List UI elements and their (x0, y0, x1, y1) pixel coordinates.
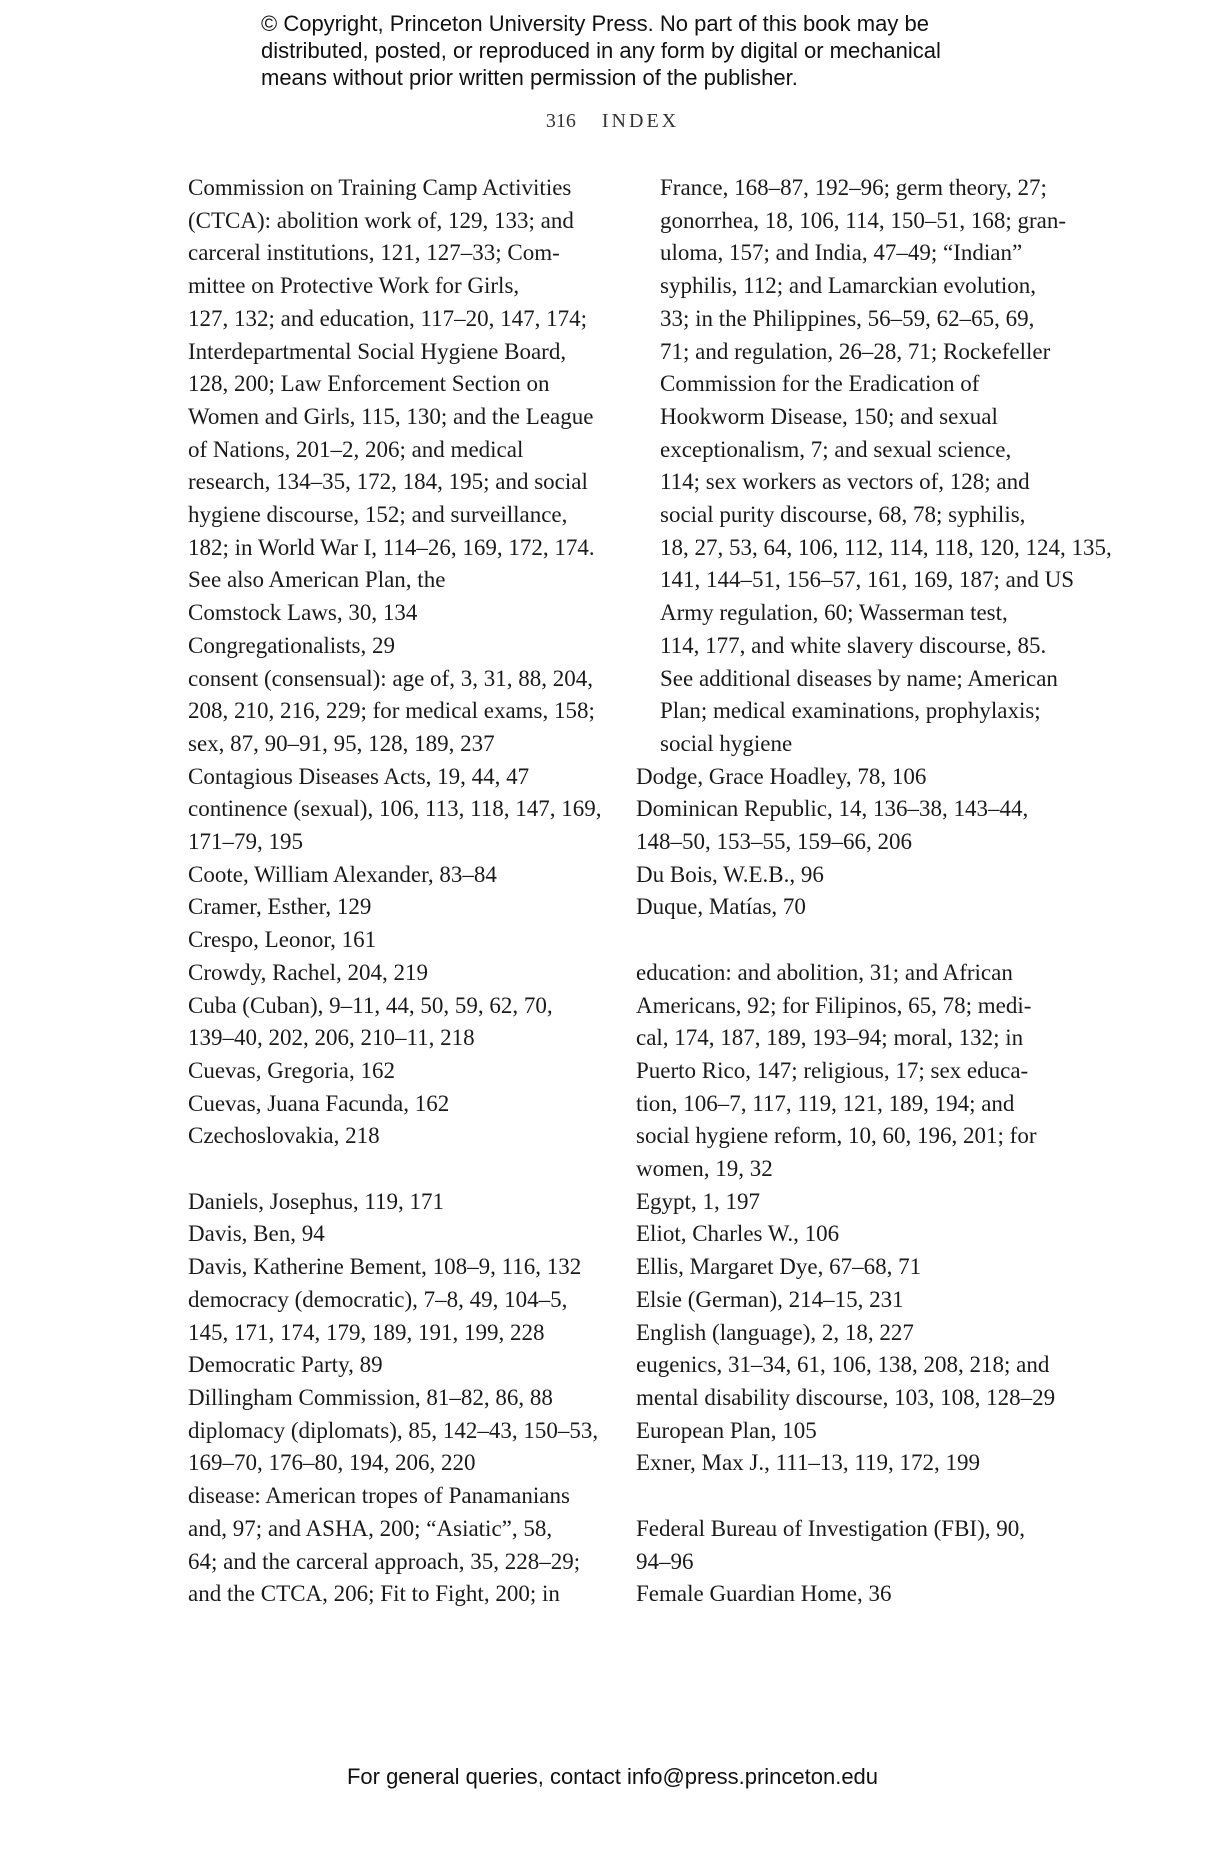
index-entry-line: disease: American tropes of Panamanians (188, 1483, 570, 1509)
index-column-right (636, 172, 1112, 1611)
index-entry (188, 957, 608, 990)
index-entry-line: (CTCA): abolition work of, 129, 133; and (188, 207, 574, 233)
index-entry-line: Duque, Matías, 70 (636, 894, 806, 920)
index-entry-line: 114, 177, and white slavery discourse, 85. (660, 632, 1047, 658)
index-entry-line: 182; in World War I, 114–26, 169, 172, 174. (188, 534, 595, 560)
index-entry-line: Cramer, Esther, 129 (188, 894, 372, 920)
index-entry-line: Comstock Laws, 30, 134 (188, 600, 418, 626)
section-title: INDEX (601, 110, 680, 132)
index-entry-line: 94–96 (636, 1548, 694, 1574)
index-entry-line: exceptionalism, 7; and sexual science, (660, 436, 1012, 462)
index-entry (636, 957, 1056, 1186)
index-entry-line: Interdepartmental Social Hygiene Board, (188, 338, 567, 364)
index-entry (188, 1251, 608, 1284)
index-entry (188, 1480, 608, 1611)
copyright-line: © Copyright, Princeton University Press. No part of this book may be (261, 11, 929, 36)
index-entry-line: cal, 174, 187, 189, 193–94; moral, 132; in (636, 1025, 1024, 1051)
index-entry-line: Democratic Party, 89 (188, 1352, 383, 1378)
index-entry (636, 793, 1056, 858)
index-entry-line: Plan; medical examinations, prophylaxis; (660, 698, 1041, 724)
index-entry (188, 761, 608, 794)
index-entry (636, 1317, 1056, 1350)
index-entry-line: democracy (democratic), 7–8, 49, 104–5, (188, 1286, 568, 1312)
index-entry-line: 171–79, 195 (188, 829, 303, 855)
index-entry-line: European Plan, 105 (636, 1417, 817, 1443)
index-entry-line: 64; and the carceral approach, 35, 228–29; (188, 1548, 581, 1574)
index-entry-line: mental disability discourse, 103, 108, 128–29 (636, 1385, 1056, 1410)
letter-gap (636, 924, 1056, 957)
index-entry-line: Puerto Rico, 147; religious, 17; sex educa- (636, 1057, 1029, 1083)
index-entry-line: tion, 106–7, 117, 119, 121, 189, 194; and (636, 1090, 1015, 1116)
index-entry-line: Ellis, Margaret Dye, 67–68, 71 (636, 1254, 922, 1280)
index-entry-line: eugenics, 31–34, 61, 106, 138, 208, 218; and (636, 1352, 1050, 1378)
index-entry-line: 127, 132; and education, 117–20, 147, 174; (188, 305, 588, 331)
index-entry (188, 630, 608, 663)
index-entry (636, 1447, 1056, 1480)
index-entry-line: 141, 144–51, 156–57, 161, 169, 187; and US (660, 567, 1074, 593)
index-entry-line: Czechoslovakia, 218 (188, 1123, 380, 1149)
index-entry (188, 793, 608, 858)
index-entry (188, 1218, 608, 1251)
index-entry (636, 1349, 1056, 1414)
index-entry-line: Crowdy, Rachel, 204, 219 (188, 959, 428, 985)
index-entry (636, 1578, 1056, 1611)
index-entry (636, 1218, 1056, 1251)
index-entry-line: consent (consensual): age of, 3, 31, 88, 204, (188, 665, 593, 691)
index-entry (636, 1513, 1056, 1578)
index-entry-line: Crespo, Leonor, 161 (188, 927, 377, 953)
index-entry-line: Contagious Diseases Acts, 19, 44, 47 (188, 763, 530, 789)
copyright-line: distributed, posted, or reproduced in any form by digital or mechanical (261, 38, 941, 63)
index-entry (188, 1088, 608, 1121)
running-head (0, 110, 1225, 133)
index-entry-line: sex, 87, 90–91, 95, 128, 189, 237 (188, 730, 495, 756)
copyright-line: means without prior written permission of the publisher. (261, 65, 798, 90)
index-entry-line: Hookworm Disease, 150; and sexual (660, 403, 998, 429)
index-entry (636, 891, 1056, 924)
index-entry (636, 859, 1056, 892)
index-entry (188, 891, 608, 924)
index-entry-line: 169–70, 176–80, 194, 206, 220 (188, 1450, 476, 1476)
index-entry (636, 1251, 1056, 1284)
index-entry (636, 761, 1056, 794)
index-entry-line: Commission for the Eradication of (660, 371, 980, 397)
index-entry (188, 1186, 608, 1219)
index-entry-line: Coote, William Alexander, 83–84 (188, 861, 497, 887)
index-entry-line: France, 168–87, 192–96; germ theory, 27; (660, 175, 1047, 200)
index-entry-continued (636, 172, 1112, 761)
index-entry-line: Congregationalists, 29 (188, 632, 395, 658)
index-column-left (188, 172, 608, 1611)
index-entry-line: Elsie (German), 214–15, 231 (636, 1286, 904, 1312)
index-entry-line: Davis, Ben, 94 (188, 1221, 325, 1247)
index-entry-line: English (language), 2, 18, 227 (636, 1319, 914, 1345)
index-entry-line: social hygiene reform, 10, 60, 196, 201; for (636, 1123, 1037, 1149)
index-entry-line: and, 97; and ASHA, 200; “Asiatic”, 58, (188, 1515, 553, 1541)
index-entry (188, 663, 608, 761)
index-entry-line: 114; sex workers as vectors of, 128; and (660, 469, 1030, 495)
index-entry-line: hygiene discourse, 152; and surveillance, (188, 502, 568, 528)
index-entry-line: social purity discourse, 68, 78; syphilis, (660, 502, 1026, 528)
index-entry-line: Exner, Max J., 111–13, 119, 172, 199 (636, 1450, 981, 1476)
index-entry (636, 1186, 1056, 1219)
index-entry (188, 1284, 608, 1349)
index-entry-line: education: and abolition, 31; and African (636, 959, 1013, 985)
index-entry-line: Dominican Republic, 14, 136–38, 143–44, (636, 796, 1029, 822)
index-entry-line: Eliot, Charles W., 106 (636, 1221, 840, 1247)
index-entry (636, 1415, 1056, 1448)
index-entry-line: 145, 171, 174, 179, 189, 191, 199, 228 (188, 1319, 545, 1345)
index-entry-line: See also American Plan, the (188, 567, 446, 593)
index-entry-line: Dillingham Commission, 81–82, 86, 88 (188, 1385, 553, 1410)
page-number: 316 (545, 110, 576, 132)
index-entry-line: Americans, 92; for Filipinos, 65, 78; medi- (636, 992, 1032, 1018)
index-entry-line: 33; in the Philippines, 56–59, 62–65, 69, (660, 305, 1035, 331)
index-entry-line: gonorrhea, 18, 106, 114, 150–51, 168; gran- (660, 207, 1067, 233)
index-entry (636, 1284, 1056, 1317)
index-entry-line: diplomacy (diplomats), 85, 142–43, 150–53, (188, 1417, 599, 1443)
index-entry (188, 1120, 608, 1153)
index-entry-line: Du Bois, W.E.B., 96 (636, 861, 824, 887)
index-entry-line: Cuevas, Juana Facunda, 162 (188, 1090, 450, 1116)
index-entry-line: 208, 210, 216, 229; for medical exams, 158; (188, 698, 595, 724)
index-entry-line: syphilis, 112; and Lamarckian evolution, (660, 273, 1037, 299)
index-entry-line: 139–40, 202, 206, 210–11, 218 (188, 1025, 475, 1051)
index-entry-line: uloma, 157; and India, 47–49; “Indian” (660, 240, 1023, 266)
index-entry (188, 990, 608, 1055)
index-entry-line: of Nations, 201–2, 206; and medical (188, 436, 524, 462)
index-entry-line: Commission on Training Camp Activities (188, 175, 572, 200)
index-entry-line: Army regulation, 60; Wasserman test, (660, 600, 1008, 626)
index-entry-line: See additional diseases by name; American (660, 665, 1058, 691)
index-entry-line: Women and Girls, 115, 130; and the League (188, 403, 594, 429)
index-entry-line: Cuevas, Gregoria, 162 (188, 1057, 395, 1083)
index-entry-line: mittee on Protective Work for Girls, (188, 273, 520, 299)
letter-gap (636, 1480, 1056, 1513)
index-entry (188, 859, 608, 892)
index-entry-line: Dodge, Grace Hoadley, 78, 106 (636, 763, 927, 789)
footer-contact: For general queries, contact info@press.princeton.edu (346, 1764, 879, 1789)
index-entry (188, 1382, 608, 1415)
index-entry (188, 1349, 608, 1382)
index-entry-line: Cuba (Cuban), 9–11, 44, 50, 59, 62, 70, (188, 992, 553, 1018)
index-entry-line: women, 19, 32 (636, 1156, 773, 1182)
index-entry-line: carceral institutions, 121, 127–33; Com- (188, 240, 560, 266)
index-entry-line: Federal Bureau of Investigation (FBI), 90, (636, 1515, 1025, 1541)
index-entry-line: Davis, Katherine Bement, 108–9, 116, 132 (188, 1254, 582, 1280)
index-entry-line: Egypt, 1, 197 (636, 1188, 760, 1214)
index-entry (188, 1415, 608, 1480)
index-entry-line: 128, 200; Law Enforcement Section on (188, 371, 550, 397)
index-entry (188, 1055, 608, 1088)
index-entry-line: Female Guardian Home, 36 (636, 1581, 892, 1607)
index-entry-line: Daniels, Josephus, 119, 171 (188, 1188, 444, 1214)
index-entry-line: 71; and regulation, 26–28, 71; Rockefeller (660, 338, 1051, 364)
index-entry (188, 597, 608, 630)
index-entry-line: social hygiene (660, 730, 793, 756)
index-entry (188, 924, 608, 957)
index-entry-line: continence (sexual), 106, 113, 118, 147, 169, (188, 796, 602, 822)
letter-gap (188, 1153, 608, 1186)
copyright-notice (261, 10, 1021, 91)
index-entry-line: 18, 27, 53, 64, 106, 112, 114, 118, 120, 124, 135, (660, 534, 1112, 560)
index-entry-line: research, 134–35, 172, 184, 195; and social (188, 469, 588, 495)
index-entry (188, 172, 608, 597)
index-entry-line: 148–50, 153–55, 159–66, 206 (636, 829, 912, 855)
index-entry-line: and the CTCA, 206; Fit to Fight, 200; in (188, 1581, 560, 1607)
